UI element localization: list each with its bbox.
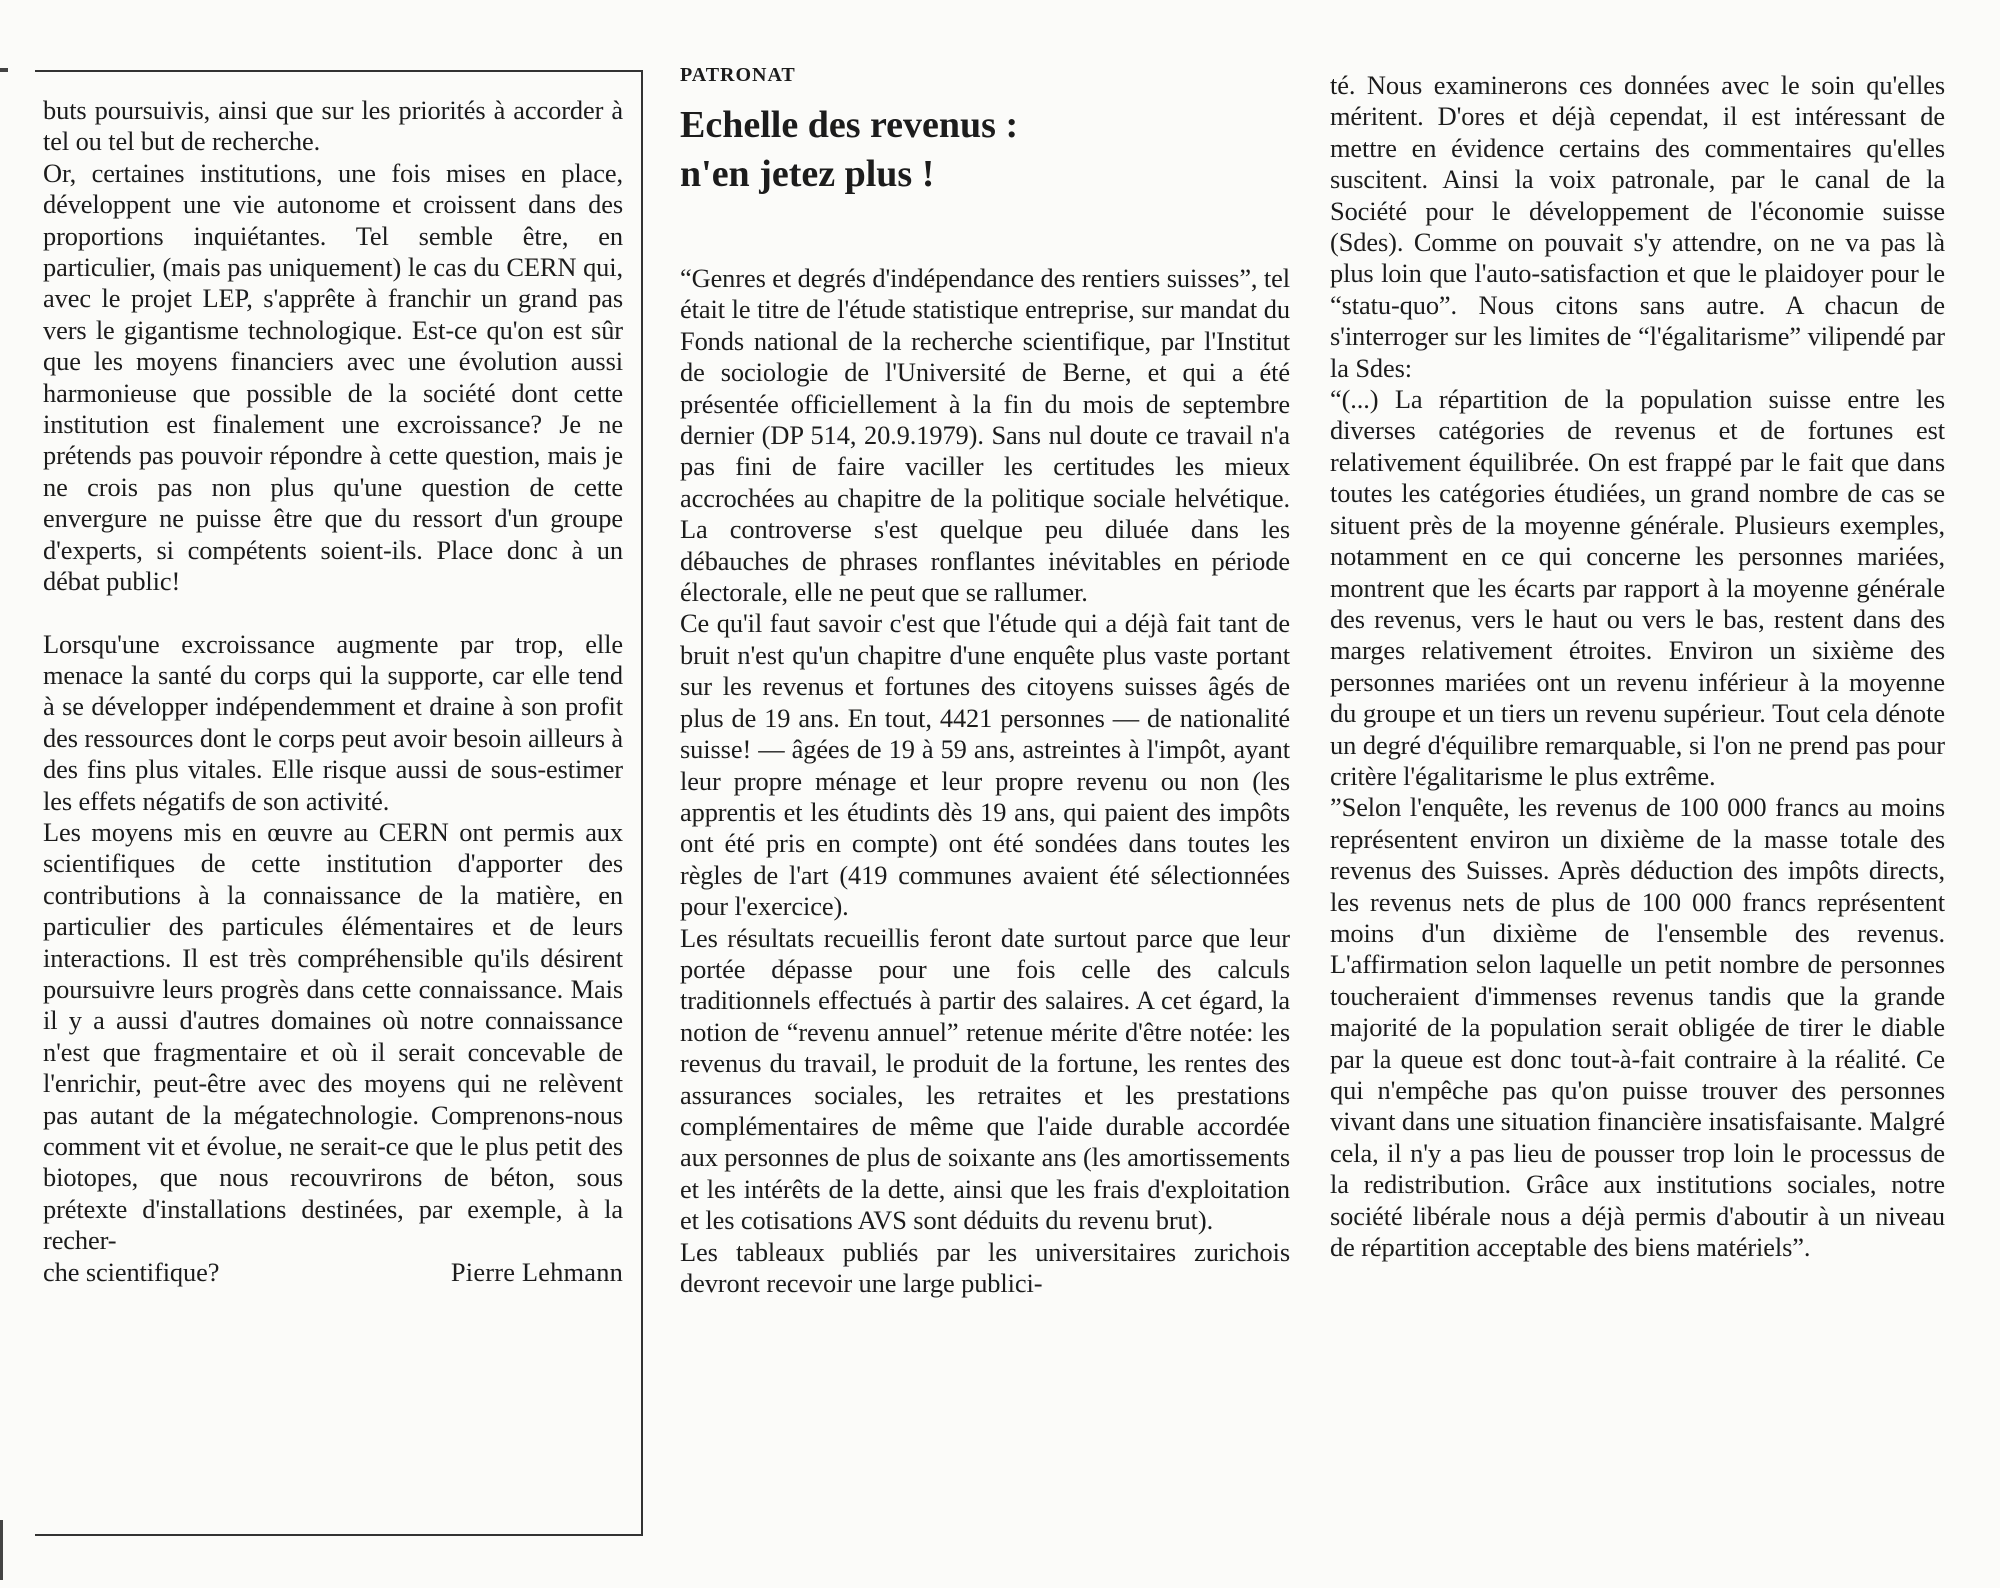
article-paragraph: Ce qu'il faut savoir c'est que l'étude qui a déjà fait tant de bruit n'est qu'un chapitre d'une enquête plus vaste portant sur les revenus et fortunes des citoyens suisses âgés de plus de 19 ans. En tout, 4421 personnes — de nationalité suisse! — âgées de 19 à 59 ans, astreintes à l'impôt, ayant leur propre ménage et leur propre revenu ou non (les apprentis et les étudints dès 19 ans, qui paient des impôts ont été pris en compte) ont été sondées dans toutes les règles de l'art (419 communes avaient été sélectionnées pour l'exercice).	[680, 608, 1290, 922]
article-paragraph: “Genres et degrés d'indépendance des rentiers suisses”, tel était le titre de l'étude statistique entreprise, sur mandat du Fonds national de la recherche scientifique, par l'Institut de sociologie de l'Université de Berne, et qui a été présentée officiellement à la fin du mois de septembre dernier (DP 514, 20.9.1979). Sans nul doute ce travail n'a pas fini de faire vaciller les certitudes les mieux accrochées au chapitre de la politique sociale helvétique. La controverse s'est quelque peu diluée dans les débauches de phrases ronflantes inévitables en période électorale, elle ne peut que se rallumer.	[680, 263, 1291, 608]
left-paragraph: Or, certaines institutions, une fois mises en place, développent une vie autonome et croissent dans des proportions inquiétantes. Tel semble être, en particulier, (mais pas uniquement) le cas du CERN qui, avec le projet LEP, s'apprête à franchir un grand pas vers le gigantisme technologique. Est-ce qu'on est sûr que les moyens financiers avec une évolution aussi harmonieuse que possible de la société dont cette institution est finalement une excroissance? Je ne prétends pas pouvoir répondre à cette question, mais je ne crois pas non plus qu'une question de cette envergure ne puisse être que du ressort d'un groupe d'experts, si compétents soient-ils. Place donc à un débat public!	[43, 157, 623, 597]
author-name: Pierre Lehmann	[450, 1256, 623, 1287]
paragraph-gap	[43, 598, 623, 629]
article-paragraph: té. Nous examinerons ces données avec le soin qu'elles méritent. D'ores et déjà cependat, il est intéressant de mettre en évidence certains des commentaires qu'elles suscitent. Ainsi la voix patronale, par le canal de la Société pour le développement de l'économie suisse (Sdes). Comme on pouvait s'y attendre, on ne va pas là plus loin que l'auto-satisfaction et que le plaidoyer pour le “statu-quo”. Nous citons sans autre. A chacun de s'interroger sur les limites de “l'égalitarisme” vilipendé par la Sdes:	[1330, 70, 1945, 383]
left-paragraph: Les moyens mis en œuvre au CERN ont permis aux scientifiques de cette institution d'apporter des contributions à la connaissance de la matière, en particulier des particules élémentaires et de leurs interactions. Il est très compréhensible qu'ils désirent poursuivre leurs progrès dans cette connaissance. Mais il y a aussi d'autres domaines où notre connaissance n'est que fragmentaire et où il serait concevable de l'enrichir, peut-être avec des moyens qui ne relèvent pas autant de la mégatechnologie. Comprenons-nous comment vit et évolue, ne serait-ce que le plus petit des biotopes, que nous recouvrirons de béton, sous prétexte d'installations destinées, par exemple, à la recher-	[43, 816, 623, 1256]
left-paragraph: buts poursuivis, ainsi que sur les priorités à accorder à tel ou tel but de recherche.	[43, 95, 623, 157]
section-rubric: PATRONAT	[680, 64, 796, 86]
article-headline-line-2: n'en jetez plus !	[680, 153, 935, 195]
article-body	[680, 263, 1290, 1299]
article-headline-line-1: Echelle des revenus :	[680, 104, 1019, 146]
article-paragraph: Les tableaux publiés par les universitaires zurichois devront recevoir une large publici-	[680, 1236, 1290, 1298]
signature-line	[43, 1257, 623, 1288]
right-column	[1330, 70, 1945, 1263]
last-line: che scientifique?	[43, 1256, 220, 1287]
middle-column	[680, 64, 1290, 1299]
quote-paragraph: ”Selon l'enquête, les revenus de 100 000 francs au moins représentent environ un dixième de la masse totale des revenus des Suisses. Après déduction des impôts directs, les revenus nets de plus de 100 000 francs représentent moins d'un dixième de l'ensemble des revenus. L'affirmation selon laquelle un petit nombre de personnes toucheraient d'immenses revenus tandis que la grande majorité de la population serait obligée de tirer le diable par la queue est donc tout-à-fait contraire à la réalité. Ce qui n'empêche pas qu'on puisse trouver des personnes vivant dans une situation financière insatisfaisante. Malgré cela, il n'y a pas lieu de pousser trop loin le processus de la redistribution. Grâce aux institutions sociales, notre société libérale nous a déjà permis d'aboutir à un niveau de répartition acceptable des biens matériels”.	[1330, 792, 1945, 1263]
left-paragraph: Lorsqu'une excroissance augmente par trop, elle menace la santé du corps qui la supporte, car elle tend à se développer indépendemment et draine à son profit des ressources dont le corps peut avoir besoin ailleurs à des fins plus vitales. Elle risque aussi de sous-estimer les effets négatifs de son activité.	[43, 628, 623, 816]
left-column	[43, 95, 623, 1288]
article-paragraph: Les résultats recueillis feront date surtout parce que leur portée dépasse pour une fois celle des calculs traditionnels effectués à partir des salaires. A cet égard, la notion de “revenu annuel” retenue mérite d'être notée: les revenus du travail, le produit de la fortune, les rentes des assurances sociales, les retraites et les prestations complémentaires de même que l'aide durable accordée aux personnes de plus de soixante ans (les amortissements et les intérêts de la dette, ainsi que les frais d'exploitation et les cotisations AVS sont déduits du revenu brut).	[680, 922, 1290, 1236]
left-edge-mark-bottom	[0, 1520, 3, 1580]
quote-paragraph: “(...) La répartition de la population suisse entre les diverses catégories de revenus et de fortunes est relativement équilibrée. On est frappé par le fait que dans toutes les catégories étudiées, un grand nombre de cas se situent près de la moyenne générale. Plusieurs exemples, notamment en ce qui concerne les personnes mariées, montrent que les écarts par rapport à la moyenne générale des revenus, vers le haut ou vers le bas, restent dans des marges relativement étroites. Environ un sixième des personnes mariées ont un revenu inférieur à la moyenne du groupe et un tiers un revenu supérieur. Tout cela dénote un degré d'équilibre remarquable, si l'on ne prend pas pour critère l'égalitarisme le plus extrême.	[1330, 384, 1945, 791]
left-edge-mark	[0, 68, 8, 72]
